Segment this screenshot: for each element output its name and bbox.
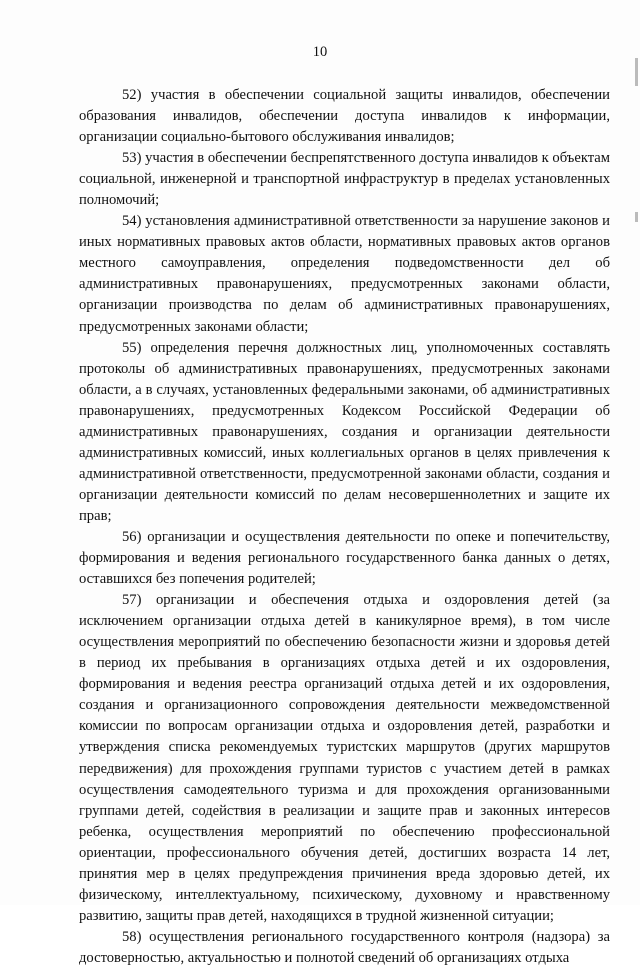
paragraph-57: 57) организации и обеспечения отдыха и оздоровления детей (за исключением организации отдыха детей в каникулярное время), в том числе осуществления мероприятий по обеспечению безопасности жизни и здоровья детей в период их пребывания в организациях отдыха детей и их оздоровления, формирования и ведения реестра организаций отдыха детей и их оздоровления, создания и организационного сопровождения деятельности межведомственной комиссии по вопросам организации отдыха и оздоровления детей, разработки и утверждения списка рекомендуемых туристских маршрутов (других маршрутов передвижения) для прохождения группами туристов с участием детей в рамках осуществления самодеятельного туризма и для прохождения организованными группами детей, содействия в реализации и защите прав и законных интересов ребенка, осуществления мероприятий по обеспечению профессиональной ориентации, профессионального обучения детей, достигших возраста 14 лет, принятия мер в целях предупреждения причинения вреда здоровью детей, их физическому, интеллектуальному, психическому, духовному и нравственному развитию, защиты прав детей, находящихся в трудной жизненной ситуации; (79, 592, 610, 924)
scan-edge-mark (635, 212, 638, 222)
paragraph-55: 55) определения перечня должностных лиц, уполномоченных составлять протоколы об административных правонарушениях, предусмотренных законами области, а в случаях, установленных федеральными законами, об административных правонарушениях, предусмотренных Кодексом Российской Федерации об административных правонарушениях, создания и организации деятельности административных комиссий, иных коллегиальных органов в целях привлечения к административной ответственности, предусмотренной законами области, создания и организации деятельности комиссий по делам несовершеннолетних и защите их прав; (79, 339, 610, 524)
page-number: 10 (312, 44, 328, 60)
scan-edge-mark (635, 58, 638, 86)
paragraph-54: 54) установления административной ответственности за нарушение законов и иных нормативных правовых актов области, нормативных правовых актов органов местного самоуправления, определения подведомственности дел об административных правонарушениях, предусмотренных законами области, организации производства по делам об административных правонарушениях, предусмотренных законами области; (79, 213, 610, 335)
paragraph-58: 58) осуществления регионального государственного контроля (надзора) за достоверностью, актуальностью и полнотой сведений об организациях отдыха (79, 928, 610, 966)
paragraph-53: 53) участия в обеспечении беспрепятственного доступа инвалидов к объектам социальной, инженерной и транспортной инфраструктур в пределах установленных полномочий; (79, 150, 610, 209)
paragraph-52: 52) участия в обеспечении социальной защиты инвалидов, обеспечении образования инвалидов, обеспечении доступа инвалидов к информации, организации социально-бытового обслуживания инвалидов; (79, 87, 610, 146)
document-body (79, 85, 610, 969)
paragraph-56: 56) организации и осуществления деятельности по опеке и попечительству, формирования и ведения регионального государственного банка данных о детях, оставшихся без попечения родителей; (79, 528, 610, 588)
